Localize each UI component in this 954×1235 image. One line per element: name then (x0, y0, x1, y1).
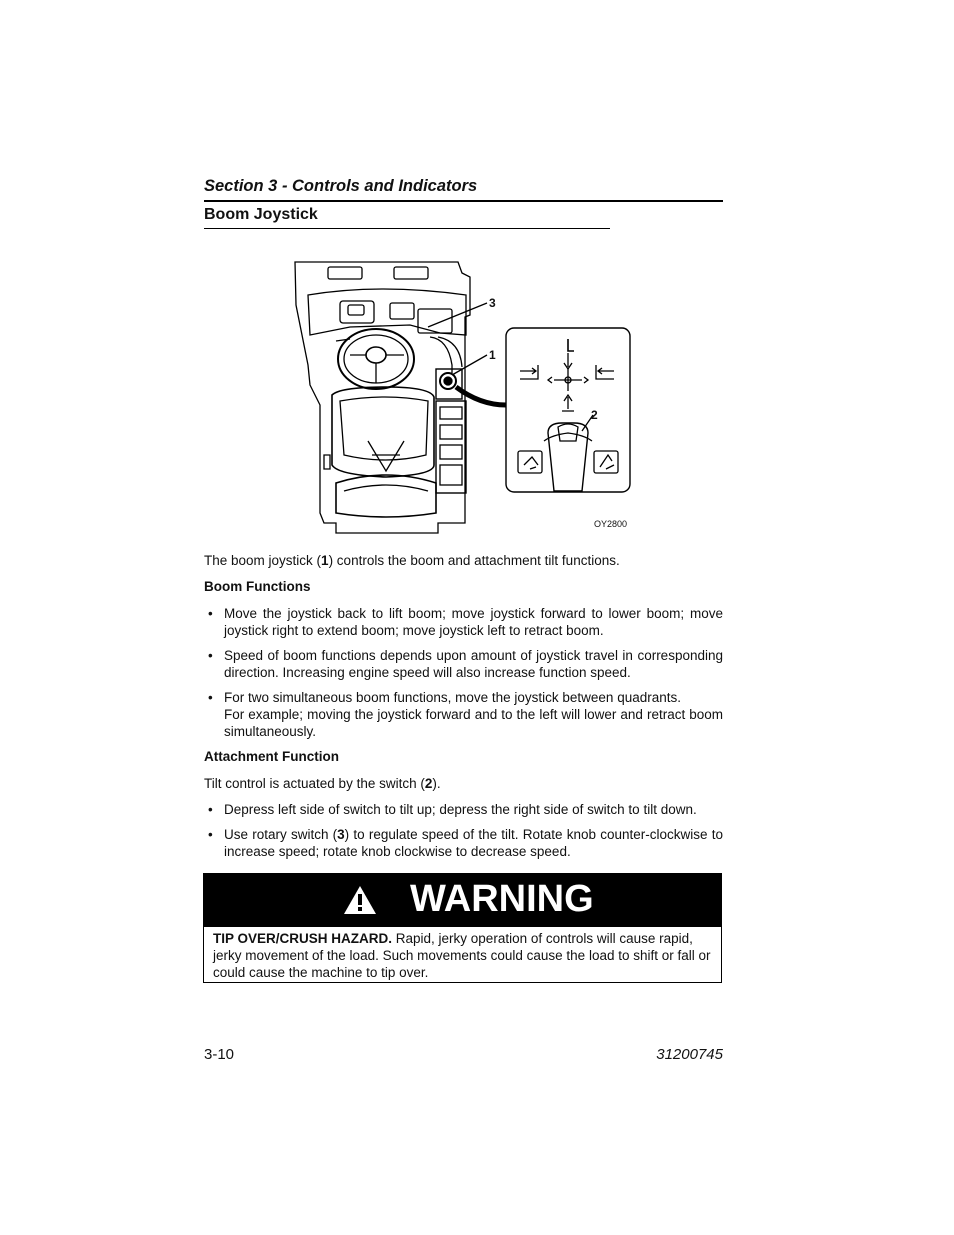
boom-functions-heading: Boom Functions (204, 579, 311, 594)
document-number: 31200745 (656, 1046, 723, 1063)
list-item: • For two simultaneous boom functions, move the joystick between quadrants. (208, 690, 681, 705)
joystick-figure (290, 255, 640, 540)
page-number: 3-10 (204, 1046, 235, 1063)
list-item: • Use rotary switch (3) to regulate speed of the tilt. Rotate knob counter-clockwise to increase speed; rotate knob clockwise to decrease speed. (208, 827, 723, 859)
attachment-function-heading: Attachment Function (204, 749, 339, 764)
warning-triangle-icon (342, 884, 378, 916)
intro-paragraph: The boom joystick (1) controls the boom and attachment tilt functions. (204, 553, 620, 568)
callout-1: 1 (489, 348, 496, 362)
warning-banner (204, 874, 721, 927)
figure-code: OY2800 (594, 519, 628, 529)
warning-text: TIP OVER/CRUSH HAZARD. Rapid, jerky operation of controls will cause rapid, jerky movement of the load. Such movements could cause the load to shift or fall or could cause the machine to tip over. (213, 931, 711, 980)
subsection-title: Boom Joystick (204, 206, 610, 229)
warning-title: WARNING (410, 878, 594, 920)
list-item: • Depress left side of switch to tilt up; depress the right side of switch to tilt down. (208, 802, 697, 817)
list-item: • Speed of boom functions depends upon amount of joystick travel in corresponding direction. Increasing engine speed will also increase function speed. (208, 648, 723, 680)
callout-3: 3 (489, 296, 496, 310)
list-item-continuation: For example; moving the joystick forward and to the left will lower and retract boom simultaneously. (224, 707, 723, 739)
warning-box (203, 873, 722, 983)
cab-illustration (290, 255, 640, 540)
callout-2: 2 (591, 408, 598, 422)
attachment-intro: Tilt control is actuated by the switch (2). (204, 776, 441, 791)
list-item: • Move the joystick back to lift boom; move joystick forward to lower boom; move joystick right to extend boom; move joystick left to retract boom. (208, 606, 723, 638)
section-title: Section 3 - Controls and Indicators (204, 177, 723, 202)
